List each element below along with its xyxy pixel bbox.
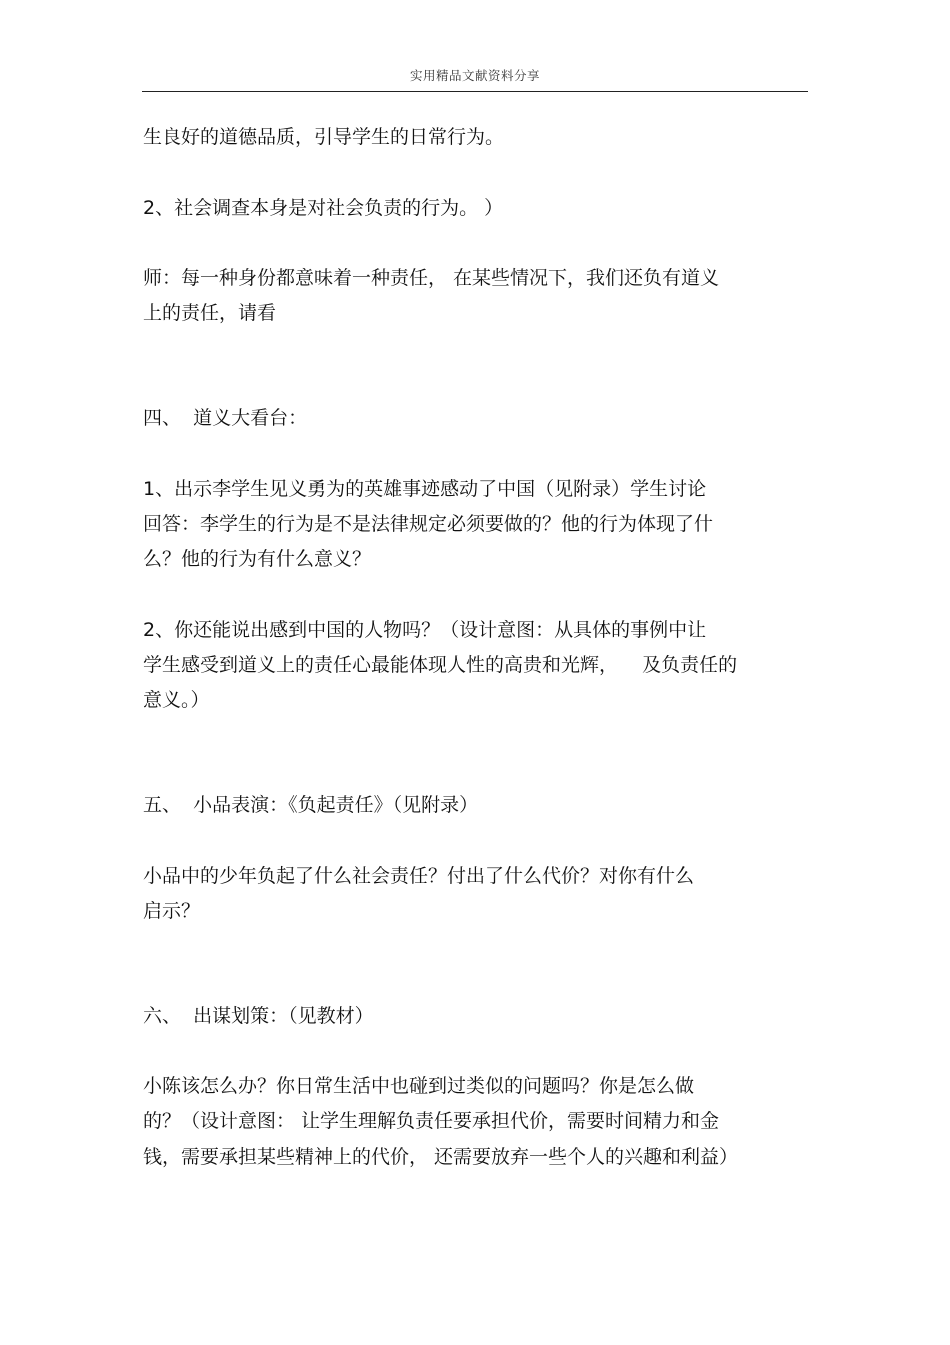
text-line: 上的责任，请看 [143,302,277,324]
text-line: 生良好的道德品质，引导学生的日常行为。 [143,126,505,148]
text-line: 学生感受到道义上的责任心最能体现人性的高贵和光辉， 及负责任的 [143,654,738,676]
page-header: 实用精品文献资料分享 [409,68,540,83]
text-line: 启示？ [143,900,201,922]
text-line: 1、出示李学生见义勇为的英雄事迹感动了中国（见附录）学生讨论 [143,478,707,500]
text-line: 回答：李学生的行为是不是法律规定必须要做的？他的行为体现了什 [143,513,714,535]
section-heading-6: 六、 出谋划策：（见教材） [143,1005,374,1027]
header-divider [142,91,808,92]
section-heading-4: 四、 道义大看台： [143,407,308,429]
section-heading-5: 五、 小品表演：《负起责任》（见附录） [143,794,479,816]
text-line: 小品中的少年负起了什么社会责任？付出了什么代价？对你有什么 [143,865,695,887]
text-line: 意义。） [143,689,210,711]
text-line: 么？他的行为有什么意义？ [143,548,372,570]
text-line: 小陈该怎么办？你日常生活中也碰到过类似的问题吗？你是怎么做 [143,1075,695,1097]
text-line: 的？（设计意图： 让学生理解负责任要承担代价，需要时间精力和金 [143,1110,720,1132]
text-line: 钱，需要承担某些精神上的代价， 还需要放弃一些个人的兴趣和利益） [143,1146,739,1168]
text-line: 师：每一种身份都意味着一种责任， 在某些情况下，我们还负有道义 [143,267,720,289]
text-line: 2、社会调查本身是对社会负责的行为。 ） [143,197,504,219]
text-line: 2、你还能说出感到中国的人物吗？（设计意图：从具体的事例中让 [143,619,707,641]
